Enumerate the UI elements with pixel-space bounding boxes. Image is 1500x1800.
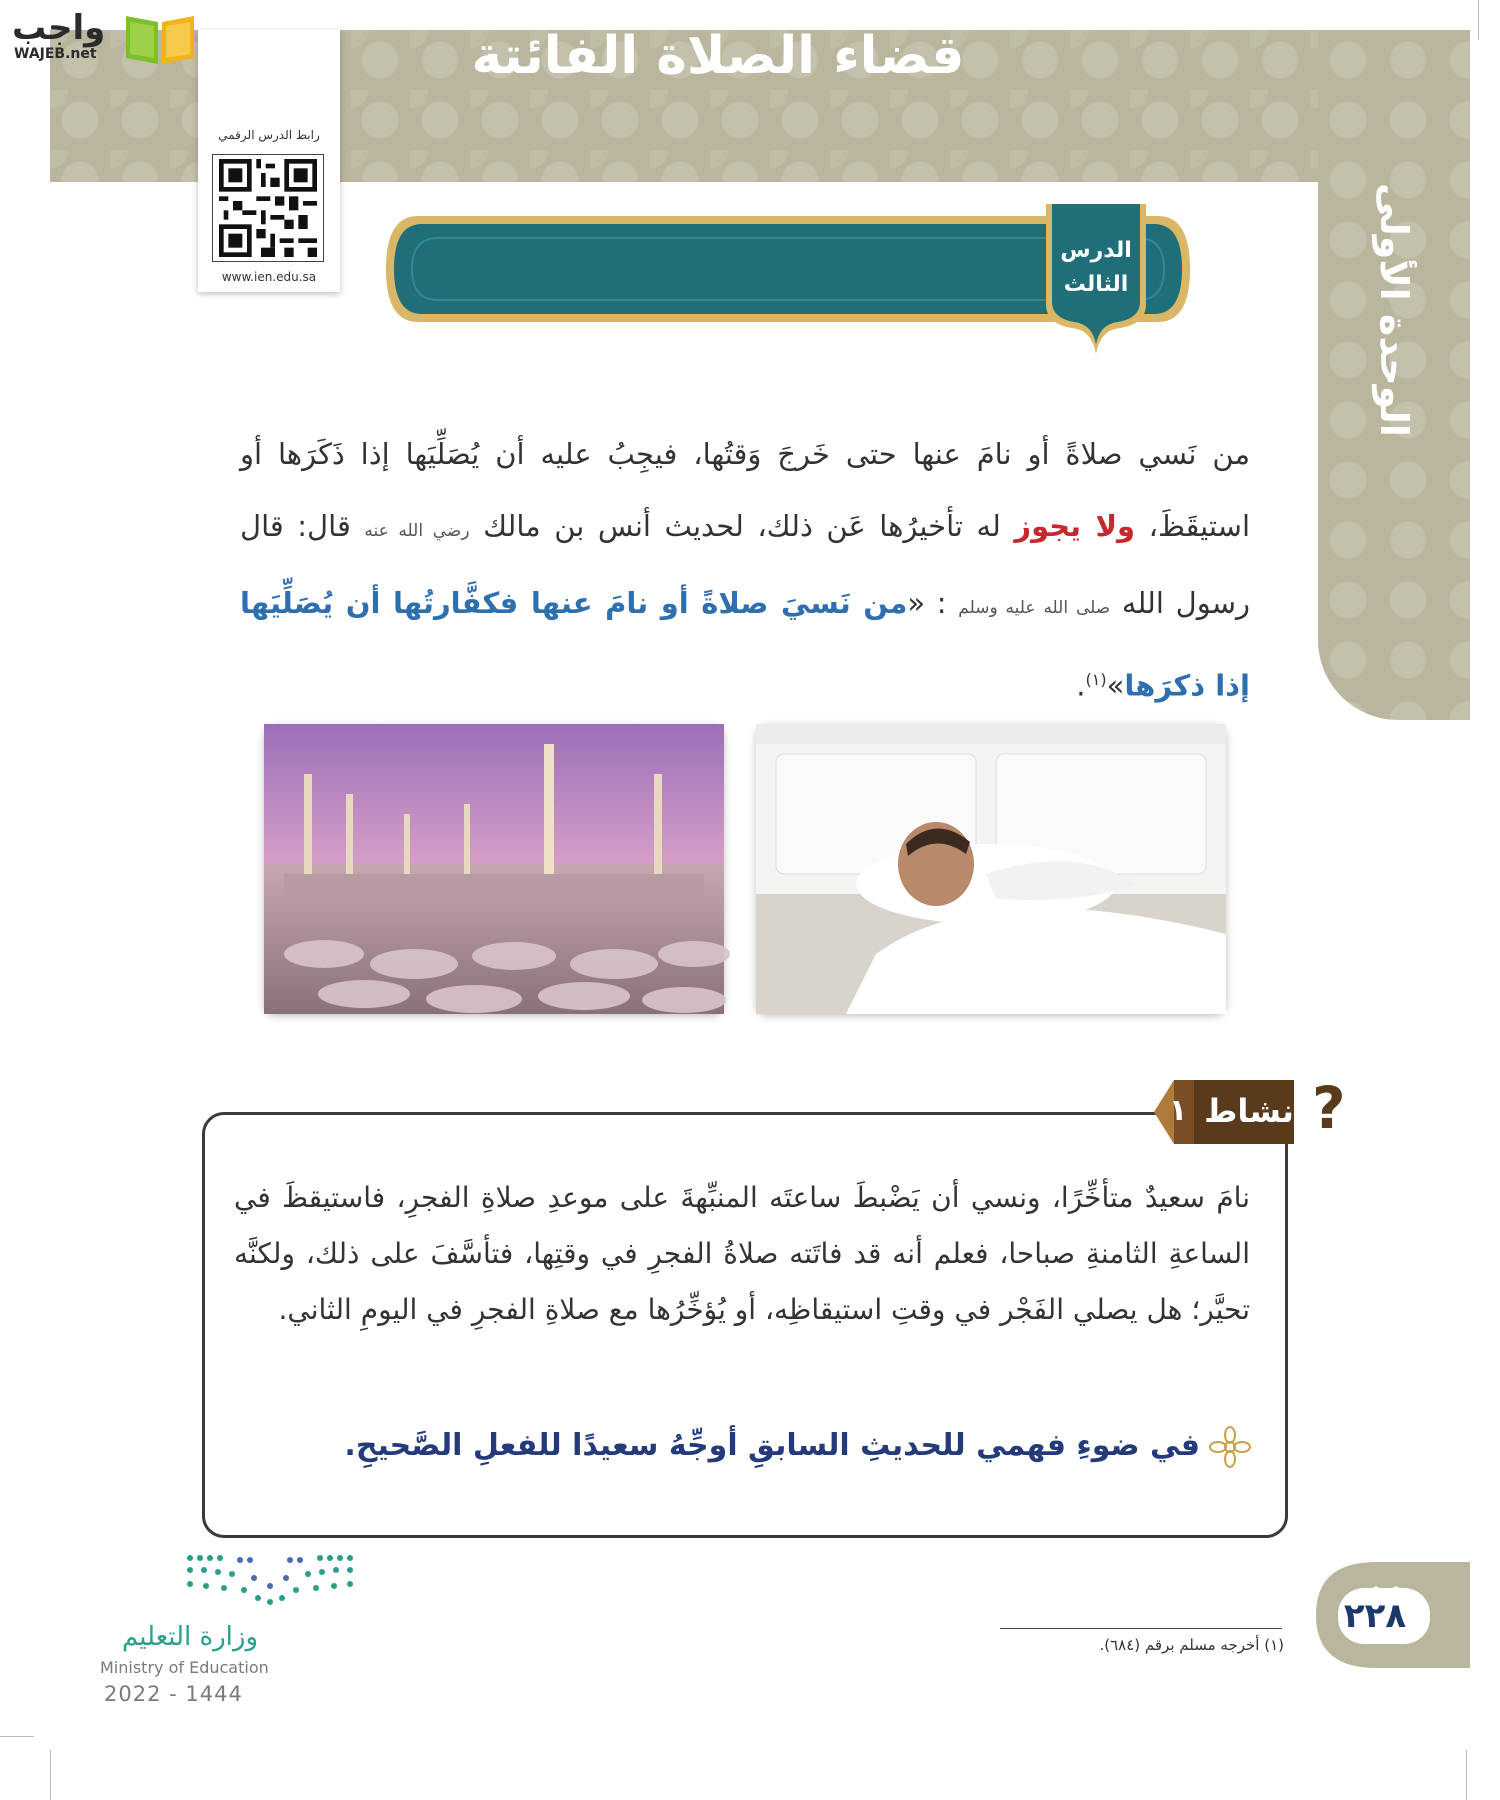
paragraph-text: . [1076,668,1086,703]
footnote-divider [1000,1628,1282,1629]
wajeb-logo-arabic: واجب [12,8,106,48]
mosque-photo [264,724,724,1014]
crop-mark [50,1750,51,1800]
activity-task-text: في ضوءِ فهمي للحديثِ السابقِ أوجِّهُ سعيدًا للفعلِ الصَّحيحِ. [344,1428,1200,1463]
ministry-name-english: Ministry of Education [100,1658,269,1677]
qr-code-icon [217,159,319,257]
hadith-quote: من نَسيَ صلاةً أو نامَ عنها فكفَّارتُها أن يُصَلِّيَها إذا ذكرَها [240,586,1250,703]
flower-icon [1210,1427,1250,1467]
lesson-badge-line2: الثالث [1063,272,1129,297]
crop-mark [1478,0,1479,40]
ministry-logo-dots [184,1552,356,1612]
activity-text: نامَ سعيدٌ متأخِّرًا، ونسي أن يَضْبطَ ساعتَه المنبِّهةَ على موعدِ صلاةِ الفجرِ، فاستيقظَ في الساعةِ الثامنةِ صباحا، فعلم أنه قد فاتَته صلاةُ الفجرِ في وقتِها، فتأسَّفَ على ذلك، ولكنَّه تحيَّر؛ هل يصلي الفَجْر في وقتِ استيقاظِه، أو يُؤخِّرُها مع صلاةِ الفجرِ في اليومِ الثاني. [234,1181,1250,1326]
book-icon [122,8,198,66]
mosque-image [264,724,724,1014]
footnote-mark[interactable]: (١) [1085,670,1107,689]
paragraph-text: من نَسي صلاةً أو نامَ عنها حتى خَرجَ وَقتُها، فيجِبُ عليه أن يُصَلِّيَها إذا ذَكَرَها أو استيقَظَ، [240,437,1251,543]
qr-code[interactable] [212,154,324,262]
paragraph-text: له تأخيرُها عَن ذلك، لحديث أنس بن مالك [469,509,1015,543]
activity-label: نشاط [1204,1092,1294,1130]
crop-mark [1466,1750,1467,1800]
paragraph-text: : « [907,586,959,620]
qr-url[interactable]: www.ien.edu.sa [221,270,317,284]
wajeb-logo[interactable] [12,4,192,66]
activity-task [234,1416,1250,1476]
lesson-badge-line1: الدرس [1060,238,1132,263]
qr-card[interactable] [198,30,340,292]
crop-mark [0,1736,34,1737]
ministry-name-arabic: وزارة التعليم [121,1622,259,1652]
sleeping-boy-image [756,724,1226,1014]
page-number: ٢٢٨ [1343,1596,1407,1636]
sleeping-boy-photo [756,724,1226,1014]
footnote: (١) أخرجه مسلم برقم (٦٨٤). [1099,1636,1284,1654]
activity-number: ١ [1168,1093,1188,1128]
lesson-paragraph [240,418,1250,722]
paragraph-text: قال: قال رسول الله [240,509,1250,620]
paragraph-text: » [1106,668,1125,703]
emphasis-text: ولا يجوز [1014,509,1136,543]
honorific: صلى الله عليه وسلم [958,598,1111,618]
unit-title-text: الوحدة الأولى [1372,183,1416,437]
edition-year: 2022 - 1444 [104,1682,243,1706]
lesson-title: قضاء الصلاة الفائتة [471,26,965,86]
wajeb-logo-latin: WAJEB.net [14,46,97,62]
unit-title [1318,170,1470,450]
qr-label: رابط الدرس الرقمي [218,128,320,142]
lesson-badge [1040,204,1152,352]
honorific: رضي الله عنه [364,521,470,541]
question-mark-icon: ? [1312,1074,1346,1142]
